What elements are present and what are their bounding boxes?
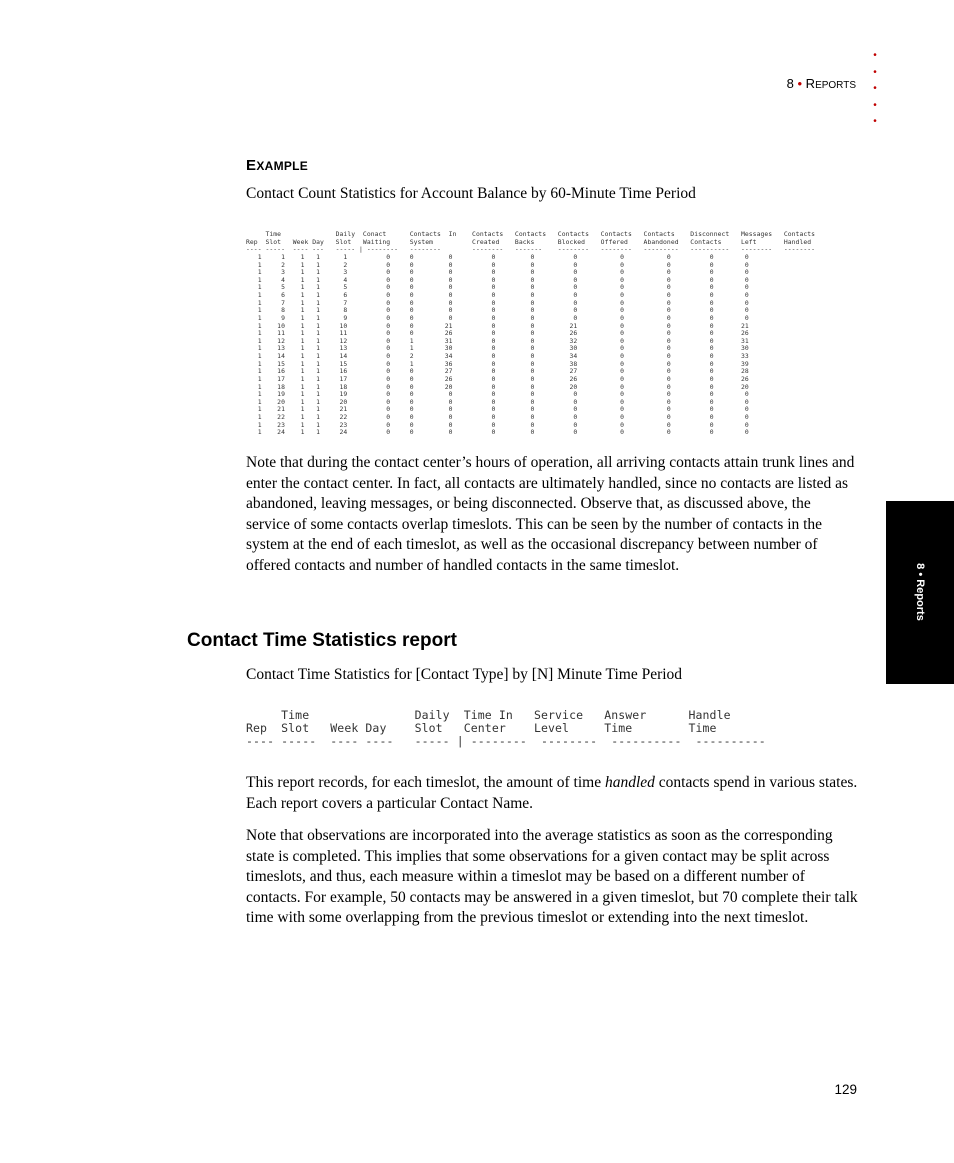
running-head-bullet: • [797,76,803,91]
note-paragraph: Note that during the contact center’s hours of operation, all arriving contacts attain trunk lines and enter the contact center. In fact, all contacts are ultimately handled, since no contacts are listed as abandoned, leaving messages, or being disconnected. Observe that, as discussed above, the service of some contacts overlap timeslots. This can be seen by the number of contacts in the system at the end of each timeslot, as well as the occasional discrepancy between number of offered contacts and number of handled contacts in the same timeslot. [246,454,855,574]
report-row: 1 8 1 1 8 0 0 0 0 0 0 0 0 0 0 [246,306,749,315]
report-row: 1 12 1 1 12 0 1 31 0 0 32 0 0 0 31 [246,336,749,345]
report-row: 1 14 1 1 14 0 2 34 0 0 34 0 0 0 33 [246,352,749,360]
report-header-line: ---- ----- ---- ---- ----- | -------- -------- ---------- ---------- [246,734,766,748]
contact-count-report [246,231,815,437]
margin-dot: • [873,66,877,78]
records-emphasis: handled [604,774,655,791]
time-report-caption: Contact Time Statistics for [Contact Type] by [N] Minute Time Period [246,666,683,683]
report-row: 1 7 1 1 7 0 0 0 0 0 0 0 0 0 0 [246,298,749,307]
report-row: 1 6 1 1 6 0 0 0 0 0 0 0 0 0 0 [246,291,749,299]
report-row: 1 20 1 1 20 0 0 0 0 0 0 0 0 0 0 [246,397,749,406]
report-header-line: Time Daily Time In Service Answer Handle [246,708,731,722]
report-row: 1 24 1 1 24 0 0 0 0 0 0 0 0 0 0 [246,428,749,437]
chapter-side-tab [886,501,954,684]
report-header-line: Rep Slot Week Day Slot Waiting System Created Backs Blocked Offered Abandoned Contacts Left Handled [246,237,812,246]
section-heading: Contact Time Statistics report [187,630,457,651]
report-row: 1 5 1 1 5 0 0 0 0 0 0 0 0 0 0 [246,283,749,292]
chapter-side-tab-label: 8 • Reports [914,563,926,621]
report-row: 1 9 1 1 9 0 0 0 0 0 0 0 0 0 0 [246,313,749,322]
report-row: 1 11 1 1 11 0 0 26 0 0 26 0 0 0 26 [246,329,749,338]
report-row: 1 21 1 1 21 0 0 0 0 0 0 0 0 0 0 [246,405,749,414]
example-caption: Contact Count Statistics for Account Balance by 60-Minute Time Period [246,185,696,202]
report-row: 1 15 1 1 15 0 1 36 0 0 38 0 0 0 39 [246,359,749,368]
report-row: 1 13 1 1 13 0 1 30 0 0 30 0 0 0 30 [246,344,749,353]
report-row: 1 18 1 1 18 0 0 20 0 0 20 0 0 0 20 [246,382,749,391]
margin-dot: • [873,99,877,111]
margin-dot: • [873,50,877,61]
report-row: 1 23 1 1 23 0 0 0 0 0 0 0 0 0 0 [246,420,749,429]
running-head [787,76,856,91]
page-number: 129 [834,1082,857,1097]
report-row: 1 22 1 1 22 0 0 0 0 0 0 0 0 0 0 [246,413,749,421]
report-row: 1 2 1 1 2 0 0 0 0 0 0 0 0 0 0 [246,260,749,269]
report-row: 1 19 1 1 19 0 0 0 0 0 0 0 0 0 0 [246,390,749,399]
margin-dots [872,48,878,131]
example-heading: EXAMPLE [246,157,309,174]
report-header-line: ---- ----- ---- --- ----- | -------- -------- -------- ------- -------- -------- --------- ---------- -------- -------- [246,245,816,254]
report-row: 1 3 1 1 3 0 0 0 0 0 0 0 0 0 0 [246,268,749,277]
report-row: 1 10 1 1 10 0 0 21 0 0 21 0 0 0 21 [246,321,749,330]
margin-dot: • [873,116,877,127]
running-head-chapter: 8 [786,76,794,91]
report-row: 1 4 1 1 4 0 0 0 0 0 0 0 0 0 0 [246,275,749,284]
report-row: 1 16 1 1 16 0 0 27 0 0 27 0 0 0 28 [246,367,749,376]
running-head-title: REPORTS [805,76,856,91]
report-header-line: Rep Slot Week Day Slot Center Level Time Time [246,721,717,735]
margin-dot: • [873,83,877,94]
report-row: 1 17 1 1 17 0 0 26 0 0 26 0 0 0 26 [246,374,749,383]
report-header-line: Time Daily Conact Contacts In Contacts Contacts Contacts Contacts Contacts Disconnect Messages Contacts [246,230,816,238]
contact-time-report [246,709,766,748]
report-row: 1 1 1 1 1 0 0 0 0 0 0 0 0 0 0 [246,252,749,261]
records-paragraph: This report records, for each timeslot, the amount of time handled contacts spend in various states. Each report covers a particular Contact Name. [246,774,858,812]
observations-paragraph: Note that observations are incorporated into the average statistics as soon as the corresponding state is completed. This implies that some observations for a given contact may be split across timeslots, and thus, each measure within a timeslot may be based on a different number of contacts. For example, 50 contacts may be answered in a given timeslot, but 70 complete their talk time with some overlapping from the previous timeslot or extending into the next timeslot. [246,827,858,927]
